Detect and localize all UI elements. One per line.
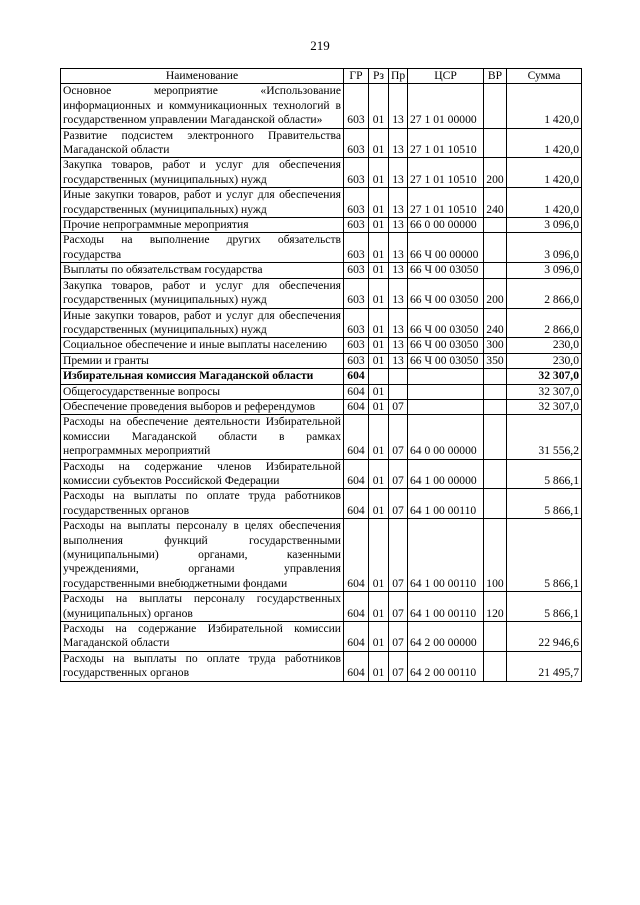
- table-row: [61, 263, 582, 278]
- cell-csr: 66 Ч 00 03050: [408, 338, 484, 353]
- cell-rz: 01: [369, 459, 389, 489]
- cell-pr: 07: [389, 651, 408, 681]
- table-row: [61, 218, 582, 233]
- table-row: [61, 308, 582, 338]
- cell-name: Иные закупки товаров, работ и услуг для обеспечения государственных (муниципальных) нужд: [61, 188, 344, 218]
- cell-vr: 120: [484, 592, 507, 622]
- cell-pr: 13: [389, 84, 408, 128]
- cell-rz: 01: [369, 188, 389, 218]
- cell-gr: 603: [344, 233, 369, 263]
- cell-vr: 200: [484, 278, 507, 308]
- cell-name: Закупка товаров, работ и услуг для обеспечения государственных (муниципальных) нужд: [61, 158, 344, 188]
- cell-sum: 5 866,1: [507, 519, 582, 592]
- cell-gr: 603: [344, 188, 369, 218]
- cell-name: Премии и гранты: [61, 353, 344, 368]
- cell-gr: 603: [344, 278, 369, 308]
- cell-csr: 27 1 01 10510: [408, 158, 484, 188]
- cell-sum: 32 307,0: [507, 399, 582, 414]
- cell-csr: 64 2 00 00110: [408, 651, 484, 681]
- cell-gr: 603: [344, 353, 369, 368]
- cell-csr: 64 1 00 00110: [408, 519, 484, 592]
- cell-rz: 01: [369, 399, 389, 414]
- cell-pr: 13: [389, 353, 408, 368]
- cell-csr: 64 1 00 00110: [408, 592, 484, 622]
- cell-vr: [484, 415, 507, 459]
- table-row: [61, 459, 582, 489]
- cell-name: Расходы на выполнение других обязательств государства: [61, 233, 344, 263]
- cell-name: Обеспечение проведения выборов и референдумов: [61, 399, 344, 414]
- cell-rz: 01: [369, 158, 389, 188]
- budget-table: [60, 68, 582, 682]
- cell-pr: 13: [389, 338, 408, 353]
- cell-gr: 604: [344, 384, 369, 399]
- cell-name: Расходы на обеспечение деятельности Избирательной комиссии Магаданской области в рамках непрограммных мероприятий: [61, 415, 344, 459]
- column-header-pr: Пр: [389, 69, 408, 84]
- cell-name: Развитие подсистем электронного Правительства Магаданской области: [61, 128, 344, 158]
- cell-vr: [484, 233, 507, 263]
- cell-rz: 01: [369, 84, 389, 128]
- cell-rz: 01: [369, 519, 389, 592]
- cell-sum: 1 420,0: [507, 84, 582, 128]
- column-header-gr: ГР: [344, 69, 369, 84]
- cell-csr: 66 Ч 00 03050: [408, 263, 484, 278]
- table-row: [61, 415, 582, 459]
- table-row: [61, 384, 582, 399]
- cell-csr: 66 Ч 00 00000: [408, 233, 484, 263]
- column-header-rz: Рз: [369, 69, 389, 84]
- cell-gr: 603: [344, 158, 369, 188]
- cell-sum: 230,0: [507, 338, 582, 353]
- column-header-vr: ВР: [484, 69, 507, 84]
- cell-vr: [484, 369, 507, 384]
- cell-gr: 604: [344, 519, 369, 592]
- cell-name: Закупка товаров, работ и услуг для обеспечения государственных (муниципальных) нужд: [61, 278, 344, 308]
- cell-rz: 01: [369, 278, 389, 308]
- cell-sum: 21 495,7: [507, 651, 582, 681]
- table-row: [61, 233, 582, 263]
- cell-rz: 01: [369, 384, 389, 399]
- cell-vr: [484, 84, 507, 128]
- cell-name: Общегосударственные вопросы: [61, 384, 344, 399]
- cell-rz: 01: [369, 489, 389, 519]
- cell-pr: 13: [389, 263, 408, 278]
- cell-rz: 01: [369, 308, 389, 338]
- cell-rz: 01: [369, 128, 389, 158]
- cell-gr: 603: [344, 263, 369, 278]
- cell-gr: 604: [344, 369, 369, 384]
- cell-rz: [369, 369, 389, 384]
- cell-rz: 01: [369, 651, 389, 681]
- cell-pr: 13: [389, 218, 408, 233]
- cell-name: Расходы на выплаты персоналу в целях обеспечения выполнения функций государственными (муниципальными) органами, казенными учреждениями, органами управления государственными внебюджетными фондами: [61, 519, 344, 592]
- cell-csr: 64 2 00 00000: [408, 622, 484, 652]
- cell-gr: 603: [344, 128, 369, 158]
- table-row: [61, 84, 582, 128]
- table-row: [61, 338, 582, 353]
- cell-vr: 240: [484, 188, 507, 218]
- table-row: [61, 353, 582, 368]
- cell-rz: 01: [369, 622, 389, 652]
- table-row: [61, 188, 582, 218]
- cell-gr: 604: [344, 399, 369, 414]
- cell-name: Расходы на содержание Избирательной комиссии Магаданской области: [61, 622, 344, 652]
- cell-gr: 604: [344, 459, 369, 489]
- cell-pr: 13: [389, 128, 408, 158]
- cell-sum: 2 866,0: [507, 278, 582, 308]
- cell-pr: 07: [389, 592, 408, 622]
- cell-sum: 5 866,1: [507, 489, 582, 519]
- cell-sum: 1 420,0: [507, 158, 582, 188]
- cell-vr: 300: [484, 338, 507, 353]
- cell-csr: 64 0 00 00000: [408, 415, 484, 459]
- cell-sum: 32 307,0: [507, 369, 582, 384]
- cell-csr: 64 1 00 00000: [408, 459, 484, 489]
- cell-csr: 27 1 01 10510: [408, 128, 484, 158]
- cell-vr: [484, 459, 507, 489]
- cell-sum: 32 307,0: [507, 384, 582, 399]
- cell-gr: 604: [344, 651, 369, 681]
- cell-name: Расходы на выплаты по оплате труда работников государственных органов: [61, 651, 344, 681]
- cell-gr: 603: [344, 308, 369, 338]
- cell-rz: 01: [369, 338, 389, 353]
- cell-gr: 603: [344, 84, 369, 128]
- cell-pr: 07: [389, 415, 408, 459]
- column-header-csr: ЦСР: [408, 69, 484, 84]
- cell-csr: 27 1 01 00000: [408, 84, 484, 128]
- cell-sum: 3 096,0: [507, 233, 582, 263]
- cell-vr: [484, 128, 507, 158]
- cell-rz: 01: [369, 353, 389, 368]
- cell-name: Иные закупки товаров, работ и услуг для обеспечения государственных (муниципальных) нужд: [61, 308, 344, 338]
- cell-gr: 604: [344, 622, 369, 652]
- cell-pr: 13: [389, 278, 408, 308]
- cell-gr: 604: [344, 592, 369, 622]
- cell-pr: 07: [389, 489, 408, 519]
- cell-rz: 01: [369, 218, 389, 233]
- cell-rz: 01: [369, 263, 389, 278]
- cell-vr: [484, 622, 507, 652]
- table-row: [61, 592, 582, 622]
- cell-sum: 31 556,2: [507, 415, 582, 459]
- cell-vr: [484, 263, 507, 278]
- table-row: [61, 128, 582, 158]
- table-row: [61, 369, 582, 384]
- cell-pr: 07: [389, 459, 408, 489]
- cell-pr: 13: [389, 188, 408, 218]
- cell-name: Расходы на содержание членов Избирательной комиссии субъектов Российской Федерации: [61, 459, 344, 489]
- cell-name: Основное мероприятие «Использование информационных и коммуникационных технологий в государственном управлении Магаданской области»: [61, 84, 344, 128]
- page-number: 219: [310, 38, 330, 53]
- table-row: [61, 278, 582, 308]
- cell-csr: [408, 369, 484, 384]
- table-row: [61, 489, 582, 519]
- cell-name: Прочие непрограммные мероприятия: [61, 218, 344, 233]
- cell-sum: 3 096,0: [507, 218, 582, 233]
- cell-csr: 27 1 01 10510: [408, 188, 484, 218]
- cell-gr: 603: [344, 338, 369, 353]
- cell-csr: 66 0 00 00000: [408, 218, 484, 233]
- cell-csr: 66 Ч 00 03050: [408, 353, 484, 368]
- cell-csr: 64 1 00 00110: [408, 489, 484, 519]
- cell-vr: 100: [484, 519, 507, 592]
- cell-sum: 1 420,0: [507, 128, 582, 158]
- cell-vr: [484, 218, 507, 233]
- cell-csr: [408, 399, 484, 414]
- cell-pr: 07: [389, 519, 408, 592]
- cell-rz: 01: [369, 415, 389, 459]
- cell-gr: 604: [344, 489, 369, 519]
- column-header-name: Наименование: [61, 69, 344, 84]
- cell-sum: 3 096,0: [507, 263, 582, 278]
- cell-sum: 1 420,0: [507, 188, 582, 218]
- column-header-sum: Сумма: [507, 69, 582, 84]
- cell-vr: [484, 384, 507, 399]
- cell-vr: [484, 489, 507, 519]
- table-row: [61, 651, 582, 681]
- cell-rz: 01: [369, 233, 389, 263]
- cell-vr: 200: [484, 158, 507, 188]
- cell-vr: 240: [484, 308, 507, 338]
- cell-vr: [484, 399, 507, 414]
- cell-name: Выплаты по обязательствам государства: [61, 263, 344, 278]
- cell-sum: 2 866,0: [507, 308, 582, 338]
- table-row: [61, 622, 582, 652]
- table-row: [61, 519, 582, 592]
- cell-sum: 22 946,6: [507, 622, 582, 652]
- cell-rz: 01: [369, 592, 389, 622]
- cell-sum: 5 866,1: [507, 592, 582, 622]
- cell-name: Расходы на выплаты персоналу государственных (муниципальных) органов: [61, 592, 344, 622]
- cell-pr: 07: [389, 399, 408, 414]
- cell-pr: 07: [389, 622, 408, 652]
- table-body: [61, 84, 582, 681]
- cell-pr: 13: [389, 308, 408, 338]
- table-header-row: [61, 69, 582, 84]
- cell-csr: 66 Ч 00 03050: [408, 278, 484, 308]
- cell-pr: [389, 369, 408, 384]
- cell-csr: 66 Ч 00 03050: [408, 308, 484, 338]
- cell-sum: 5 866,1: [507, 459, 582, 489]
- cell-vr: [484, 651, 507, 681]
- cell-name: Избирательная комиссия Магаданской области: [61, 369, 344, 384]
- cell-pr: 13: [389, 233, 408, 263]
- cell-pr: 13: [389, 158, 408, 188]
- table-row: [61, 158, 582, 188]
- cell-gr: 604: [344, 415, 369, 459]
- cell-gr: 603: [344, 218, 369, 233]
- cell-name: Социальное обеспечение и иные выплаты населению: [61, 338, 344, 353]
- cell-pr: [389, 384, 408, 399]
- cell-vr: 350: [484, 353, 507, 368]
- cell-csr: [408, 384, 484, 399]
- table-row: [61, 399, 582, 414]
- cell-sum: 230,0: [507, 353, 582, 368]
- cell-name: Расходы на выплаты по оплате труда работников государственных органов: [61, 489, 344, 519]
